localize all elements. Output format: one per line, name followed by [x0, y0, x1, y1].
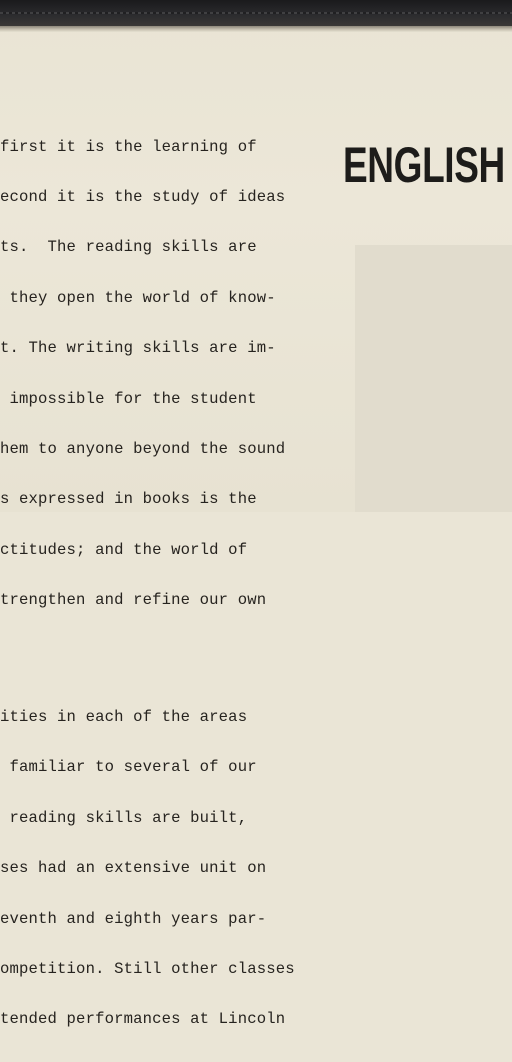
section-heading: ENGLISH [343, 137, 505, 193]
paragraph-break [0, 643, 345, 676]
text-line: ts. The reading skills are [0, 238, 257, 257]
text-line: ses had an extensive unit on [0, 859, 267, 878]
book-binding [0, 0, 512, 26]
text-line: econd it is the study of ideas [0, 187, 286, 206]
binding-stitching [0, 12, 512, 14]
text-line: they open the world of know- [0, 288, 276, 307]
text-line: hem to anyone beyond the sound [0, 439, 286, 458]
text-line: familiar to several of our [0, 758, 257, 777]
text-line: first it is the learning of [0, 137, 257, 156]
body-text-column [0, 105, 345, 1062]
text-line: tended performances at Lincoln [0, 1010, 286, 1029]
text-line: ctitudes; and the world of [0, 540, 248, 559]
text-line: ompetition. Still other classes [0, 960, 295, 979]
shaded-photo-area [355, 245, 512, 512]
text-line: trengthen and refine our own [0, 591, 267, 610]
text-line: s expressed in books is the [0, 490, 257, 509]
text-line: reading skills are built, [0, 808, 248, 827]
text-line: impossible for the student [0, 389, 257, 408]
text-line: t. The writing skills are im- [0, 339, 276, 358]
page-top-edge [0, 26, 512, 32]
text-line: eventh and eighth years par- [0, 909, 267, 928]
text-line: ities in each of the areas [0, 708, 248, 727]
